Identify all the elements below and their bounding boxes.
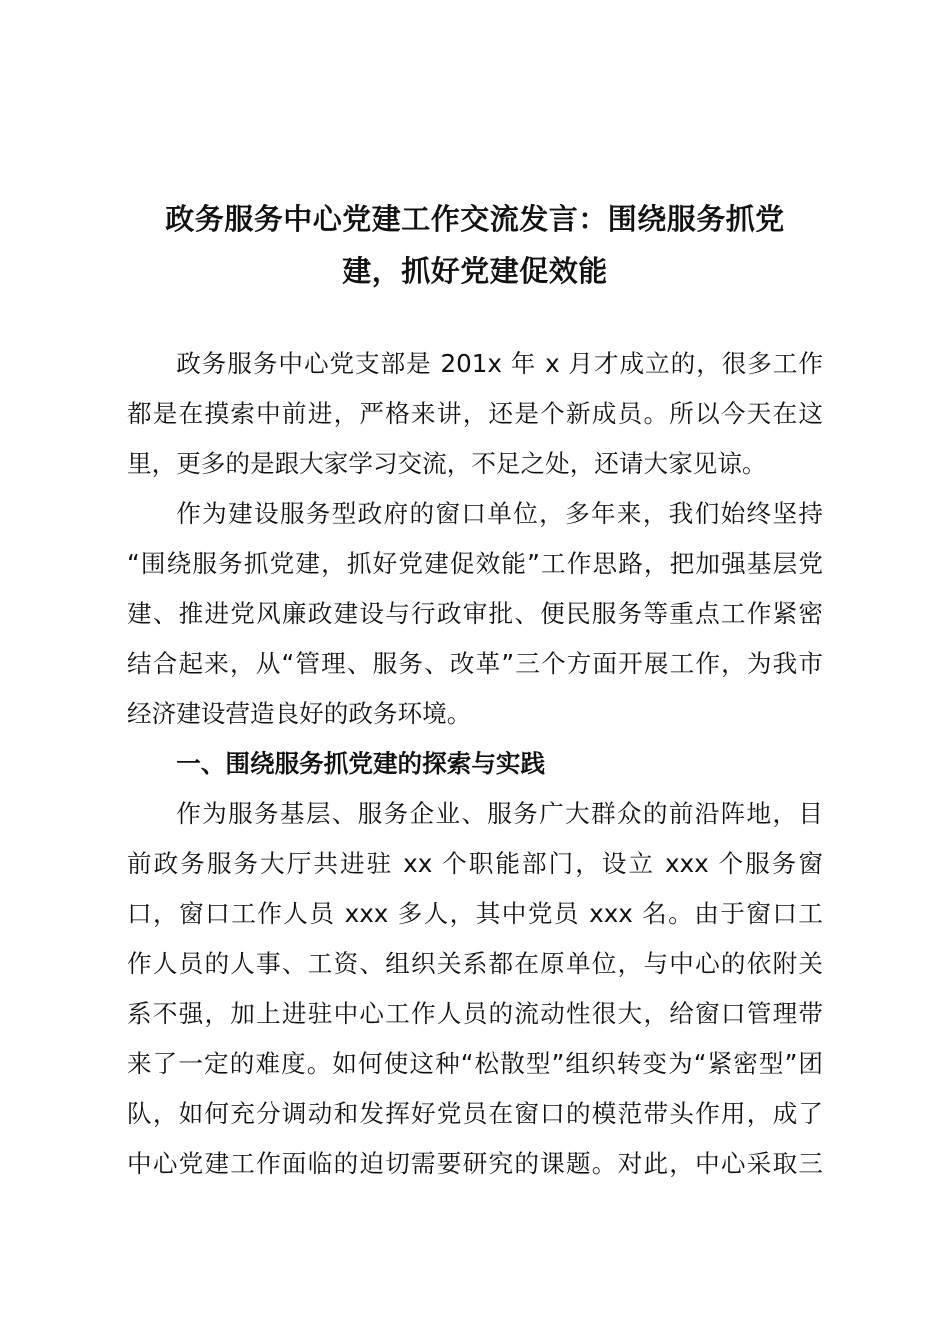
text-line: 政务服务中心党支部是 201x 年 x 月才成立的，很多工作 xyxy=(176,349,823,378)
text-line: 里，更多的是跟大家学习交流，不足之处，还请大家见谅。 xyxy=(127,449,767,478)
text-line: 队，如何充分调动和发挥好党员在窗口的模范带头作用，成了 xyxy=(127,1099,823,1128)
text-line: 来了一定的难度。如何使这种“松散型”组织转变为“紧密型”团 xyxy=(127,1049,823,1078)
text-line: “围绕服务抓党建，抓好党建促效能”工作思路，把加强基层党 xyxy=(127,549,824,578)
heading-text: 一、围绕服务抓党建的探索与实践 xyxy=(176,749,546,778)
text-line: 系不强，加上进驻中心工作人员的流动性很大，给窗口管理带 xyxy=(127,999,823,1028)
text-line: 结合起来，从“管理、服务、改革”三个方面开展工作，为我市 xyxy=(127,649,823,678)
document-title xyxy=(127,193,823,297)
section-heading-1 xyxy=(127,739,823,789)
title-line-1: 政务服务中心党建工作交流发言：围绕服务抓党 xyxy=(165,202,785,236)
text-line: 前政务服务大厅共进驻 xx 个职能部门，设立 xxx 个服务窗 xyxy=(127,849,823,878)
text-line: 建、推进党风廉政建设与行政审批、便民服务等重点工作紧密 xyxy=(127,599,823,628)
text-line: 作为建设服务型政府的窗口单位，多年来，我们始终坚持 xyxy=(176,499,823,528)
paragraph-approach xyxy=(127,489,823,739)
document-body xyxy=(127,339,823,1189)
paragraph-intro xyxy=(127,339,823,489)
paragraph-practice xyxy=(127,789,823,1189)
text-line: 经济建设营造良好的政务环境。 xyxy=(127,699,472,728)
text-line: 都是在摸索中前进，严格来讲，还是个新成员。所以今天在这 xyxy=(127,399,823,428)
text-line: 作人员的人事、工资、组织关系都在原单位，与中心的依附关 xyxy=(127,949,823,978)
text-line: 中心党建工作面临的迫切需要研究的课题。对此，中心采取三 xyxy=(127,1149,823,1178)
title-line-2: 建，抓好党建促效能 xyxy=(342,254,608,288)
text-line: 作为服务基层、服务企业、服务广大群众的前沿阵地，目 xyxy=(176,799,823,828)
text-line: 口，窗口工作人员 xxx 多人，其中党员 xxx 名。由于窗口工 xyxy=(127,899,823,928)
